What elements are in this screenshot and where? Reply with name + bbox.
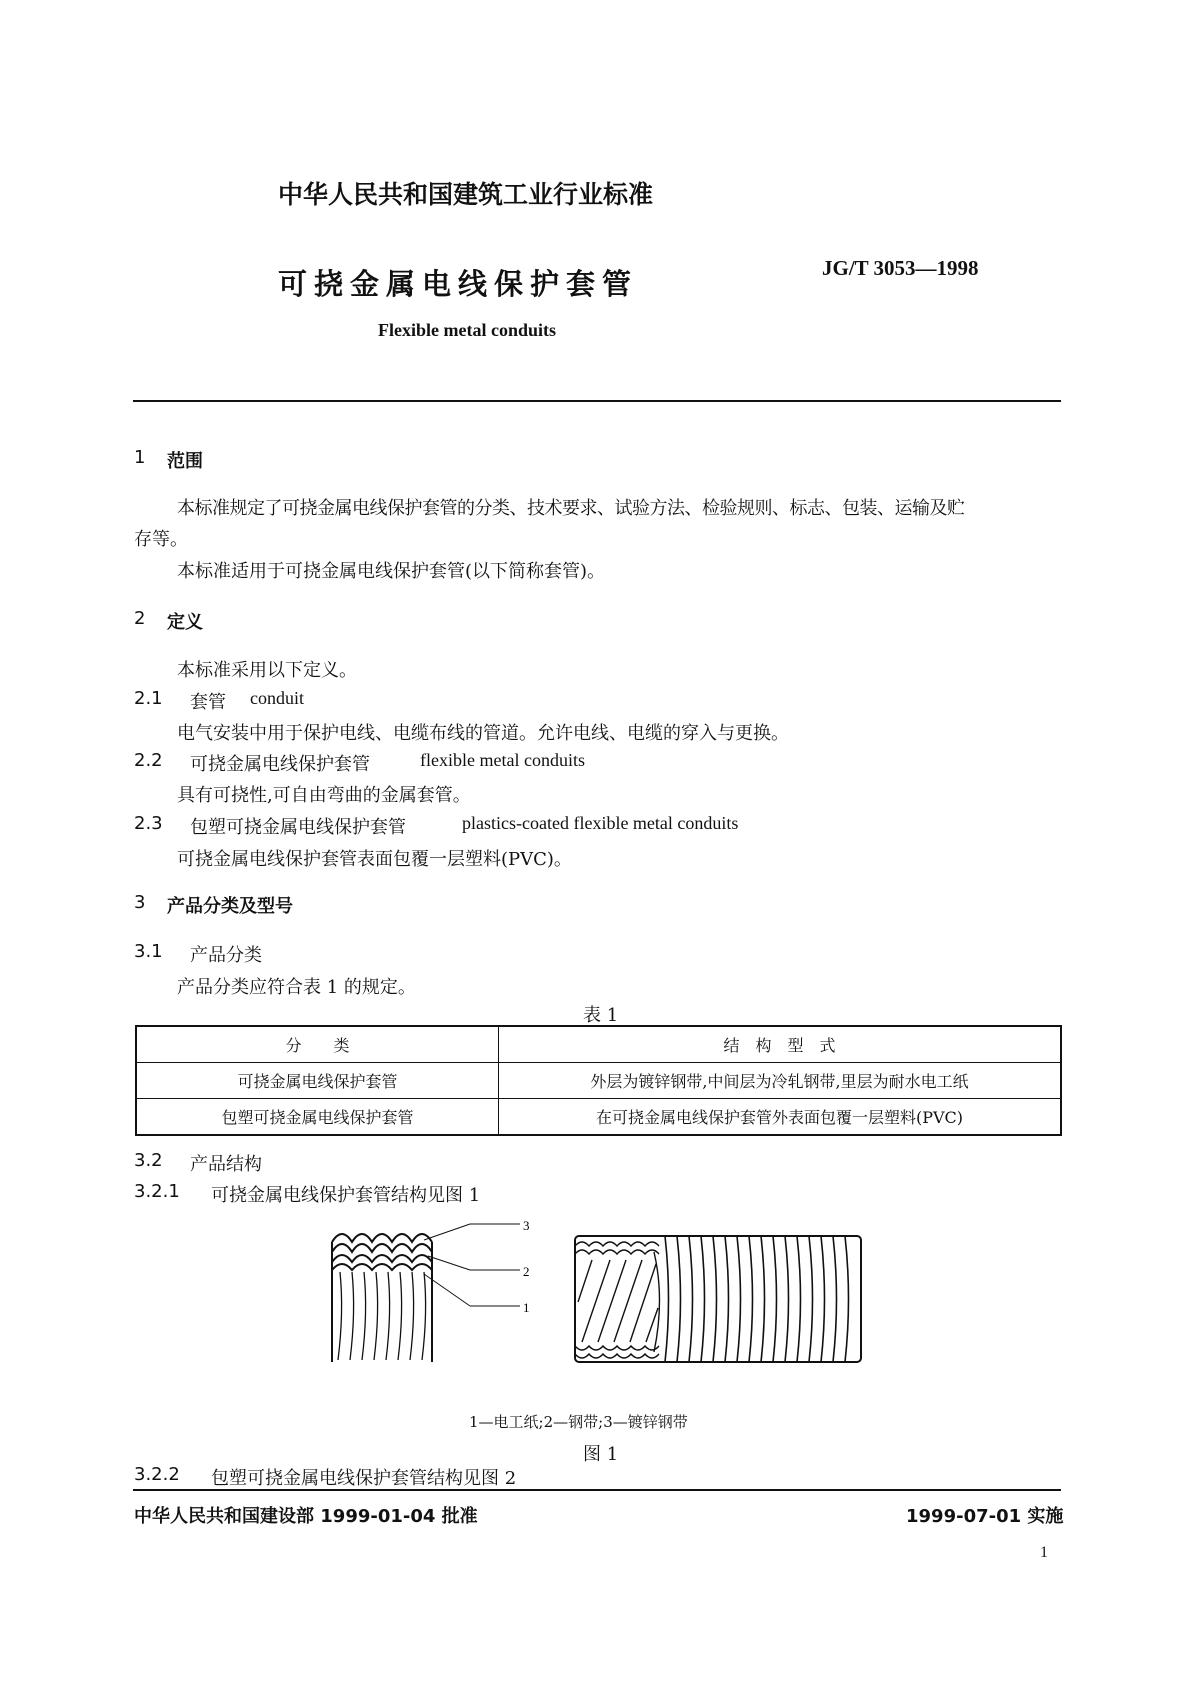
section-1-para-1a: 本标准规定了可挠金属电线保护套管的分类、技术要求、试验方法、检验规则、标志、包装、运输及贮 [177,498,965,519]
table-cell: 包塑可挠金属电线保护套管 [136,1099,499,1136]
table-1-caption: 表 1 [583,1005,619,1026]
standard-number: JG/T 3053—1998 [822,256,979,280]
table-header-row [136,1026,1061,1063]
table-cell: 外层为镀锌钢带,中间层为冷轧钢带,里层为耐水电工纸 [499,1063,1062,1099]
def-2-2-term: 可挠金属电线保护套管 [190,754,370,775]
table-row [136,1099,1061,1136]
figure-label-1: 1 [523,1300,530,1315]
def-2-1-english: conduit [250,688,304,708]
section-3-1-title: 产品分类 [190,945,262,966]
def-2-1-number: 2.1 [134,688,163,709]
header-divider [133,400,1061,402]
def-2-1-text: 电气安装中用于保护电线、电缆布线的管道。允许电线、电缆的穿入与更换。 [177,723,789,744]
def-2-2-text: 具有可挠性,可自由弯曲的金属套管。 [177,785,471,806]
table-cell: 可挠金属电线保护套管 [136,1063,499,1099]
section-3-title: 产品分类及型号 [167,896,293,917]
section-1-title: 范围 [167,451,203,472]
section-3-1-text: 产品分类应符合表 1 的规定。 [177,977,416,998]
def-2-1-term: 套管 [190,692,226,713]
table-header-cell: 分 类 [136,1026,499,1063]
figure-1-conduit-drawing [320,1212,880,1372]
figure-1-legend: 1—电工纸;2—钢带;3—镀锌钢带 [469,1413,688,1431]
section-2-title: 定义 [167,612,203,633]
def-2-2-number: 2.2 [134,750,163,771]
def-2-3-english: plastics-coated flexible metal conduits [462,813,739,833]
section-3-2-2-number: 3.2.2 [134,1464,180,1485]
page-number: 1 [1040,1544,1048,1561]
footer-divider [133,1489,1061,1491]
section-1-para-2: 本标准适用于可挠金属电线保护套管(以下简称套管)。 [177,561,606,582]
section-3-1-number: 3.1 [134,941,163,962]
section-3-2-number: 3.2 [134,1150,163,1171]
issuing-organization: 中华人民共和国建筑工业行业标准 [278,180,654,209]
table-cell: 在可挠金属电线保护套管外表面包覆一层塑料(PVC) [499,1099,1062,1136]
def-2-2-english: flexible metal conduits [420,750,585,770]
section-2-intro: 本标准采用以下定义。 [177,660,357,681]
approval-line: 中华人民共和国建设部 1999-01-04 批准 [134,1506,478,1527]
figure-label-2: 2 [523,1264,530,1279]
section-3-2-1-number: 3.2.1 [134,1181,180,1202]
section-3-2-2-text: 包塑可挠金属电线保护套管结构见图 2 [211,1468,517,1489]
def-2-3-number: 2.3 [134,813,163,834]
def-2-3-term: 包塑可挠金属电线保护套管 [190,817,406,838]
def-2-3-text: 可挠金属电线保护套管表面包覆一层塑料(PVC)。 [177,849,572,870]
effective-date: 1999-07-01 实施 [906,1506,1064,1527]
document-title: 可挠金属电线保护套管 [278,267,639,301]
section-3-number: 3 [134,892,146,913]
english-title: Flexible metal conduits [378,320,556,340]
table-header-cell: 结 构 型 式 [499,1026,1062,1063]
table-1 [135,1025,1062,1136]
section-3-2-1-text: 可挠金属电线保护套管结构见图 1 [211,1185,481,1206]
table-row [136,1063,1061,1099]
section-1-para-1b: 存等。 [134,529,188,550]
figure-1-caption: 图 1 [583,1444,619,1465]
figure-label-3: 3 [523,1218,530,1233]
section-3-2-title: 产品结构 [190,1154,262,1175]
section-2-number: 2 [134,608,146,629]
section-1-number: 1 [134,447,146,468]
